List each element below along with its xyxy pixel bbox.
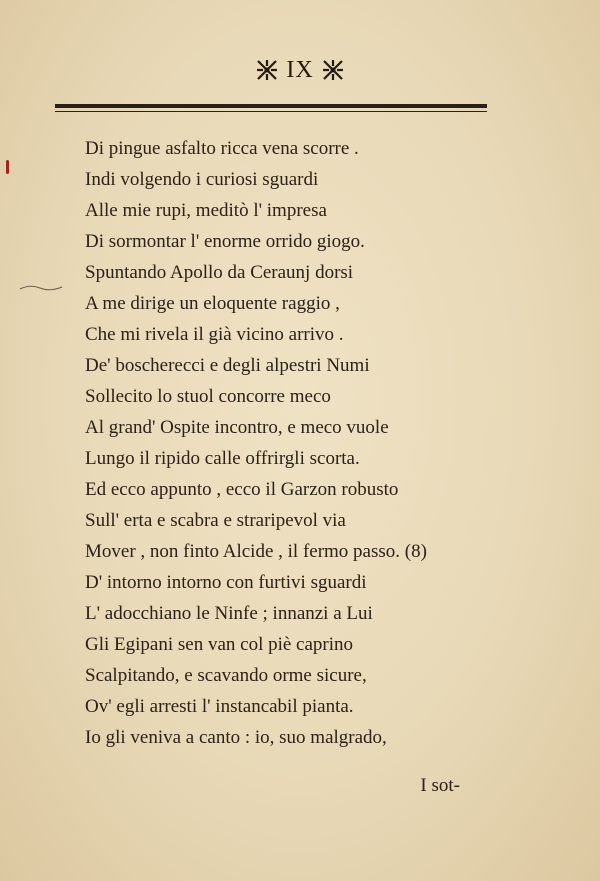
verse-line: Scalpitando, e scavando orme sicure, bbox=[85, 665, 367, 686]
verse-line: Spuntando Apollo da Ceraunj dorsi bbox=[85, 262, 354, 283]
header-rule-thin bbox=[55, 111, 487, 112]
verse-line: Gli Egipani sen van col piè caprino bbox=[85, 634, 354, 655]
page-header bbox=[0, 50, 600, 90]
red-ink-mark bbox=[6, 160, 9, 174]
verse-line: Sull' erta e scabra e straripevol via bbox=[85, 510, 346, 531]
verse-line: Ov' egli arresti l' instancabil pianta. bbox=[85, 696, 354, 717]
verse-line: Mover , non finto Alcide , il fermo passo. (8) bbox=[85, 541, 427, 562]
header-rule-thick bbox=[55, 104, 487, 108]
pencil-margin-mark bbox=[18, 280, 64, 294]
ornament-left-icon bbox=[254, 57, 280, 83]
verse-line: Alle mie rupi, meditò l' impresa bbox=[85, 200, 327, 221]
verse-line: Di pingue asfalto ricca vena scorre . bbox=[85, 138, 359, 159]
catchword: I sot- bbox=[420, 775, 460, 796]
verse-line: A me dirige un eloquente raggio , bbox=[85, 293, 340, 314]
verse-line: Ed ecco appunto , ecco il Garzon robusto bbox=[85, 479, 399, 500]
ornament-right-icon bbox=[320, 57, 346, 83]
verse-line: Al grand' Ospite incontro, e meco vuole bbox=[85, 417, 389, 438]
verse-block bbox=[85, 133, 505, 753]
verse-line: Indi volgendo i curiosi sguardi bbox=[85, 169, 319, 190]
verse-line: Io gli veniva a canto : io, suo malgrado, bbox=[85, 727, 387, 748]
verse-line: Che mi rivela il già vicino arrivo . bbox=[85, 324, 344, 345]
page-number: IX bbox=[286, 56, 314, 83]
verse-line: De' boscherecci e degli alpestri Numi bbox=[85, 355, 370, 376]
verse-line: Lungo il ripido calle offrirgli scorta. bbox=[85, 448, 360, 469]
verse-line: L' adocchiano le Ninfe ; innanzi a Lui bbox=[85, 603, 373, 624]
verse-line: D' intorno intorno con furtivi sguardi bbox=[85, 572, 367, 593]
verse-line: Di sormontar l' enorme orrido giogo. bbox=[85, 231, 365, 252]
verse-line: Sollecito lo stuol concorre meco bbox=[85, 386, 331, 407]
